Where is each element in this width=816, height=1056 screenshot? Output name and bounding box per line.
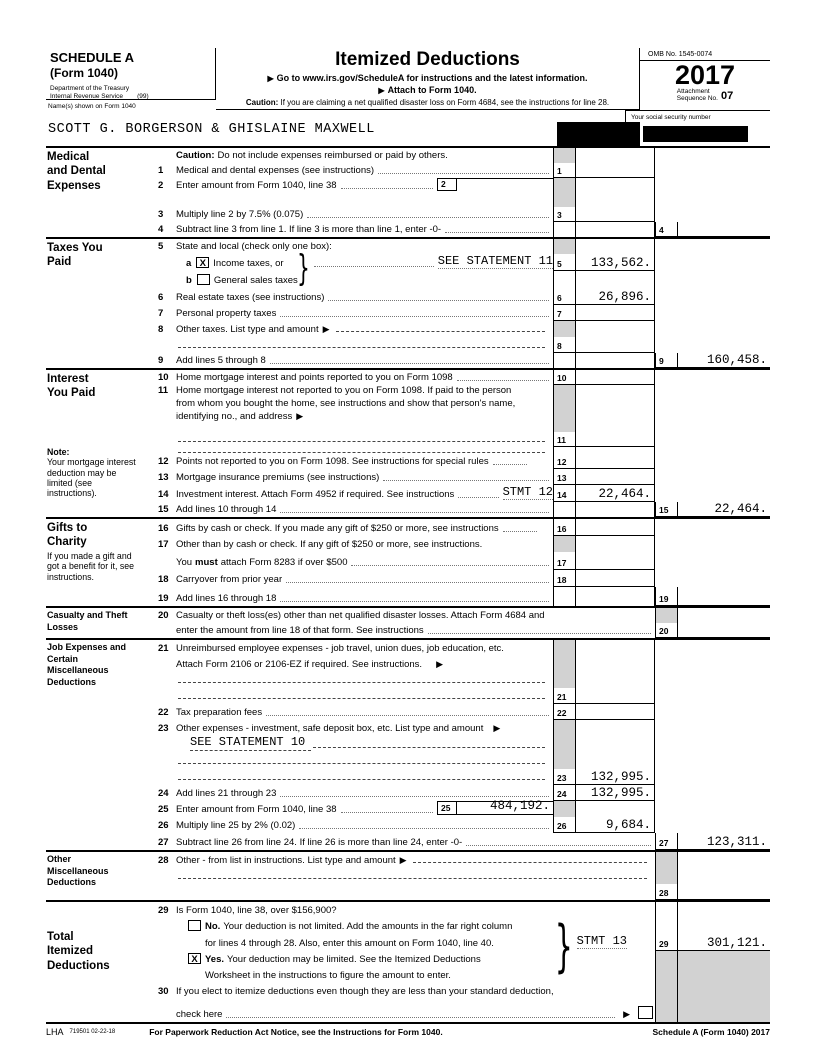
section-casualty-sidebar — [46, 608, 150, 638]
brace: } — [554, 914, 573, 979]
line-25-inline-amount: 484,192. — [457, 801, 553, 815]
dashed-entry-line — [178, 779, 545, 780]
arrow-right-icon — [493, 724, 500, 734]
dept-99: (99) — [137, 92, 149, 100]
form-line-23-entry: 23 132,995. — [150, 769, 770, 785]
section-taxes — [46, 237, 770, 368]
sequence-number: 07 — [720, 90, 734, 103]
section-title: Total Itemized Deductions — [47, 931, 110, 972]
line-11-amount — [576, 432, 655, 447]
form-line-12: 12 Points not reported to you on Form 1098. See instructions for special rules 12 — [150, 447, 770, 469]
line-12-amount — [576, 447, 655, 469]
dotted-leader — [378, 173, 549, 174]
form-line-20: 20 Casualty or theft loss(es) other than net qualified disaster losses. Attach Form 4684 and — [150, 608, 770, 623]
line-16-amount — [576, 519, 655, 536]
spacer-row — [150, 424, 770, 432]
omb-block — [640, 48, 770, 110]
line-13-amount — [576, 469, 655, 485]
form-line-18: 18 Carryover from prior year 18 — [150, 570, 770, 587]
form-line-19: 19 Add lines 16 through 18 19 — [150, 587, 770, 606]
line-3-amount — [576, 207, 655, 222]
form-line-27: 27 Subtract line 26 from line 24. If line 26 is more than line 24, enter -0- 27 123,311. — [150, 833, 770, 850]
line-25-inline-box: 25 — [437, 801, 457, 815]
dotted-leader — [493, 464, 527, 465]
general-sales-taxes-checkbox — [197, 274, 210, 285]
dashed-entry-line — [178, 347, 545, 348]
dotted-leader — [280, 796, 549, 797]
dotted-leader — [270, 363, 549, 364]
section-interest — [46, 368, 770, 517]
form-number: (Form 1040) — [50, 66, 119, 80]
schedule-title: SCHEDULE A — [50, 50, 135, 65]
dashed-entry-line — [178, 878, 647, 879]
section-casualty — [46, 606, 770, 638]
form-line-17: 17 Other than by cash or check. If any gift of $250 or more, see instructions. — [150, 536, 770, 552]
dotted-leader — [341, 188, 433, 189]
dotted-leader — [503, 531, 537, 532]
section-title: Interest You Paid — [47, 373, 96, 400]
statement-ref: STMT 13 — [576, 933, 627, 948]
line-20-amount — [678, 623, 770, 638]
form-line-28: 28 Other - from list in instructions. List type and amount ▶ — [150, 852, 770, 868]
form-line-5a: a X Income taxes, or SEE STATEMENT 11 5 133,562. — [150, 254, 770, 271]
dashed-entry-line — [413, 862, 647, 863]
header-caution: Caution: If you are claiming a net qualified disaster loss on Form 4684, see the instructions for line 28. — [245, 98, 610, 107]
dotted-leader — [457, 380, 549, 381]
arrow-right-icon — [623, 1010, 630, 1020]
omb-number: OMB No. 1545-0074 — [640, 48, 770, 61]
section-medical-sidebar — [46, 148, 150, 237]
dotted-leader — [307, 217, 549, 218]
section-title: Casualty and Theft Losses — [47, 610, 128, 632]
form-line-23-statement — [150, 736, 770, 753]
form-line-4: 4 Subtract line 3 from line 1. If line 3 is more than line 1, enter -0- 4 — [150, 222, 770, 237]
section-title: Medical and Dental Expenses — [47, 151, 106, 192]
line-27-amount: 123,311. — [678, 833, 770, 850]
form-line-8: 8 Other taxes. List type and amount ▶ — [150, 321, 770, 337]
line-29-amount: 301,121. — [678, 934, 770, 951]
section-job-expenses — [46, 638, 770, 850]
header-center — [216, 48, 640, 110]
dashed-entry-line — [178, 698, 545, 699]
dotted-leader — [280, 316, 549, 317]
form-line-28-box: 28 — [150, 884, 770, 900]
lha-mark: LHA — [46, 1027, 64, 1037]
divider — [625, 110, 770, 111]
form-line-20-cont: enter the amount from line 18 of that form. See instructions 20 — [150, 623, 770, 638]
dotted-leader — [458, 497, 498, 498]
line-19-amount — [678, 587, 770, 606]
section-title: Other Miscellaneous Deductions — [47, 854, 109, 888]
form-line-11-cont: from whom you bought the home, see instructions and show that person's name, — [150, 398, 770, 411]
form-line-21-entry — [150, 672, 770, 688]
section-job-sidebar — [46, 640, 150, 850]
form-line-17-cont: You must attach Form 8283 if over $500 17 — [150, 552, 770, 570]
section-gifts — [46, 517, 770, 606]
line-1-box: 1 — [553, 163, 576, 178]
form-line-5: 5 State and local (check only one box): — [150, 239, 770, 254]
tax-year: 2017 — [674, 60, 736, 90]
arrow-right-icon — [378, 85, 387, 95]
form-id-footer: Schedule A (Form 1040) 2017 — [652, 1027, 770, 1037]
arrow-right-icon — [323, 325, 330, 335]
deduction-not-limited-checkbox — [188, 920, 201, 931]
form-line-29-no-cont: for lines 4 through 28. Also, enter this amount on Form 1040, line 40. STMT 13 29 301,121. — [150, 934, 770, 951]
line-2-inline-amount — [457, 178, 553, 191]
form-line-24: 24 Add lines 21 through 23 24 132,995. — [150, 785, 770, 801]
form-line-21: 21 Unreimbursed employee expenses - job travel, union dues, job education, etc. — [150, 640, 770, 656]
statement-ref: SEE STATEMENT 10 — [190, 736, 311, 751]
department-block — [50, 85, 211, 101]
line-1-amount — [576, 163, 655, 178]
line-24-amount: 132,995. — [576, 785, 655, 801]
caution-row: Caution: Do not include expenses reimbursed or paid by others. — [150, 148, 770, 163]
deduction-limited-checkbox: X — [188, 953, 201, 964]
schedule-a-form — [46, 48, 770, 1037]
dotted-leader — [280, 512, 549, 513]
dotted-leader — [383, 480, 549, 481]
line-22-amount — [576, 704, 655, 720]
dashed-entry-line — [313, 747, 545, 748]
form-line-25: 25 Enter amount from Form 1040, line 38 25 484,192. — [150, 801, 770, 817]
line-4-amount — [678, 222, 770, 237]
form-line-2: 2 Enter amount from Form 1040, line 38 2 — [150, 178, 770, 193]
line-15-amount: 22,464. — [678, 502, 770, 517]
line-2-inline-box: 2 — [437, 178, 457, 191]
line-28-amount — [678, 884, 770, 900]
statement-ref: SEE STATEMENT 11 — [437, 253, 553, 268]
form-line-7: 7 Personal property taxes 7 — [150, 305, 770, 321]
footer-code: 719501 02-22-18 — [69, 1029, 116, 1035]
note-label: Note: — [47, 446, 70, 457]
section-gifts-sidebar — [46, 519, 150, 606]
form-line-11-cont: identifying no., and address ▶ — [150, 411, 770, 424]
form-line-1: 1 Medical and dental expenses (see instructions) 1 — [150, 163, 770, 178]
dept-line1: Department of the Treasury — [50, 85, 130, 92]
dotted-leader — [328, 300, 549, 301]
elect-itemize-checkbox — [638, 1006, 653, 1019]
line-23-amount: 132,995. — [576, 769, 655, 785]
form-line-23: 23 Other expenses - investment, safe deposit box, etc. List type and amount ▶ — [150, 720, 770, 736]
section-interest-sidebar — [46, 370, 150, 517]
dotted-leader — [226, 1017, 615, 1018]
dotted-leader — [286, 582, 549, 583]
form-line-22: 22 Tax preparation fees 22 — [150, 704, 770, 720]
form-line-15: 15 Add lines 10 through 14 15 22,464. — [150, 502, 770, 517]
line-9-amount: 160,458. — [678, 353, 770, 368]
line-17-amount — [576, 552, 655, 570]
dept-line2: Internal Revenue Service — [50, 92, 123, 100]
form-id-block — [46, 48, 216, 100]
arrow-right-icon — [400, 856, 407, 866]
goto-instruction: ▶ Go to www.irs.gov/ScheduleA for instructions and the latest information. — [216, 73, 639, 83]
form-line-29-yes: X Yes. Your deduction may be limited. See the Itemized Deductions — [150, 951, 770, 967]
form-line-8-cont: 8 — [150, 337, 770, 353]
line-21-amount — [576, 688, 655, 704]
line-6-amount: 26,896. — [576, 288, 655, 305]
line-5-amount: 133,562. — [576, 254, 655, 271]
income-taxes-checkbox: X — [196, 257, 209, 268]
dashed-entry-line — [336, 331, 545, 332]
form-line-11: 11 Home mortgage interest not reported to you on Form 1098. If paid to the person — [150, 385, 770, 398]
section-total — [46, 900, 770, 1024]
dashed-entry-line — [178, 682, 545, 683]
line-18-amount — [576, 570, 655, 587]
arrow-right-icon — [296, 412, 303, 422]
form-line-14: 14 Investment interest. Attach Form 4952 if required. See instructions STMT 12 14 22,464. — [150, 485, 770, 502]
brace: } — [297, 248, 310, 289]
page-title: Itemized Deductions — [335, 49, 520, 70]
form-line-9: 9 Add lines 5 through 8 9 160,458. — [150, 353, 770, 368]
form-line-21-cont: Attach Form 2106 or 2106-EZ if required. See instructions. ▶ — [150, 656, 770, 672]
form-line-29-yes-cont: Worksheet in the instructions to figure the amount to enter. — [150, 967, 770, 983]
form-line-16: 16 Gifts by cash or check. If you made any gift of $250 or more, see instructions 16 — [150, 519, 770, 536]
section-medical — [46, 148, 770, 237]
dotted-leader — [314, 266, 434, 267]
form-line-30: 30 If you elect to itemize deductions even though they are less than your standard deduction, — [150, 983, 770, 999]
form-line-30-cont: check here ▶ — [150, 999, 770, 1022]
section-title: Job Expenses and Certain Miscellaneous Deductions — [47, 642, 127, 688]
dotted-leader — [266, 715, 549, 716]
section-total-sidebar — [46, 902, 150, 1022]
form-line-5b: b General sales taxes — [150, 271, 770, 288]
gifts-note: If you made a gift and got a benefit for it, see instructions. — [47, 550, 135, 582]
dotted-leader — [341, 812, 433, 813]
dotted-leader — [428, 633, 651, 634]
arrow-right-icon — [267, 73, 276, 83]
form-line-6: 6 Real estate taxes (see instructions) 6 26,896. — [150, 288, 770, 305]
spacer-row — [150, 193, 770, 207]
form-line-29: 29 Is Form 1040, line 38, over $156,900? — [150, 902, 770, 918]
form-line-26: 26 Multiply line 25 by 2% (0.02) 26 9,684. — [150, 817, 770, 833]
dashed-entry-line — [178, 763, 545, 764]
form-line-29-no: No. Your deduction is not limited. Add the amounts in the far right column — [150, 918, 770, 934]
form-line-3: 3 Multiply line 2 by 7.5% (0.075) 3 — [150, 207, 770, 222]
form-line-13: 13 Mortgage insurance premiums (see instructions) 13 — [150, 469, 770, 485]
form-line-28-entry — [150, 868, 770, 884]
taxpayer-name: SCOTT G. BORGERSON & GHISLAINE MAXWELL — [48, 122, 375, 137]
dashed-entry-line — [178, 441, 545, 442]
form-footer — [46, 1027, 770, 1037]
form-line-10: 10 Home mortgage interest and points reported to you on Form 1098 10 — [150, 370, 770, 385]
paperwork-notice: For Paperwork Reduction Act Notice, see the Instructions for Form 1040. — [149, 1027, 443, 1037]
line-7-amount — [576, 305, 655, 321]
line-8-amount — [576, 337, 655, 353]
dotted-leader — [466, 845, 651, 846]
form-header — [46, 48, 770, 148]
dotted-leader — [351, 565, 549, 566]
section-title: Gifts to Charity — [47, 522, 88, 549]
dotted-leader — [445, 232, 549, 233]
redaction-box — [557, 122, 640, 146]
arrow-right-icon — [436, 660, 443, 670]
section-other-misc — [46, 850, 770, 900]
statement-ref: STMT 12 — [502, 484, 553, 499]
dotted-leader — [299, 828, 549, 829]
attach-instruction: ▶ Attach to Form 1040. — [216, 85, 639, 95]
dashed-entry-line — [178, 447, 545, 453]
dotted-leader — [280, 601, 549, 602]
name-label: Name(s) shown on Form 1040 — [48, 103, 136, 110]
section-other-sidebar — [46, 852, 150, 900]
line-26-amount: 9,684. — [576, 817, 655, 833]
form-line-11-entry: 11 — [150, 432, 770, 447]
section-taxes-sidebar — [46, 239, 150, 368]
form-line-21-entry: 21 — [150, 688, 770, 704]
redaction-box-ssn — [643, 126, 748, 142]
line-14-amount: 22,464. — [576, 485, 655, 502]
line-10-amount — [576, 370, 655, 385]
ssn-label: Your social security number — [631, 114, 711, 121]
attachment-sequence: Attachment Sequence No. 07 — [676, 88, 734, 103]
form-line-23-entry — [150, 753, 770, 769]
section-title: Taxes You Paid — [47, 242, 103, 269]
interest-note: Your mortgage interest deduction may be limited (see instructions). — [47, 457, 136, 499]
